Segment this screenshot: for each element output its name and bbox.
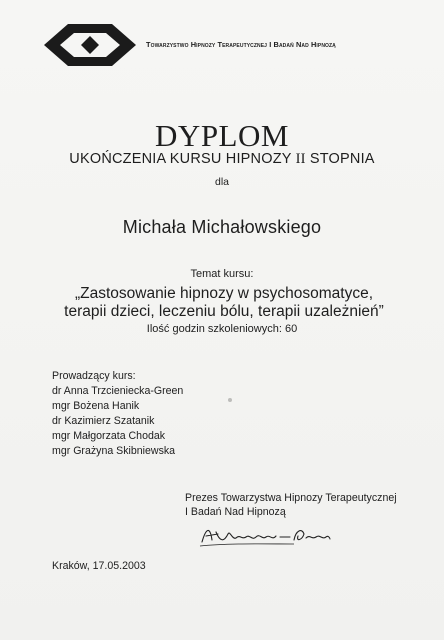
instructor-name: dr Anna Trzcieniecka-Green bbox=[52, 385, 184, 397]
place-and-date: Kraków, 17.05.2003 bbox=[52, 560, 146, 572]
for-word: dla bbox=[214, 176, 229, 188]
course-topic bbox=[54, 285, 394, 321]
instructor-name: mgr Małgorzata Chodak bbox=[52, 430, 166, 442]
subtitle-degree: II bbox=[295, 151, 306, 167]
instructor-name: mgr Grażyna Skibniewska bbox=[52, 445, 176, 457]
diploma-title: DYPLOM bbox=[155, 118, 289, 153]
president-block bbox=[185, 491, 397, 519]
instructor-name: mgr Bożena Hanik bbox=[52, 400, 140, 412]
course-topic-label: Temat kursu: bbox=[190, 268, 254, 280]
society-logo-icon bbox=[42, 22, 138, 68]
course-topic-line-1: „Zastosowanie hipnozy w psychosomatyce, bbox=[74, 285, 374, 302]
training-hours: Ilość godzin szkoleniowych: 60 bbox=[146, 323, 298, 335]
society-name: Towarzystwo Hipnozy Terapeutycznej I Badań Nad Hipnozą bbox=[146, 40, 336, 49]
course-topic-line-2: terapii dzieci, leczeniu bólu, terapii uzależnień” bbox=[64, 303, 384, 320]
paper-smudge bbox=[228, 398, 232, 402]
diploma-subtitle bbox=[0, 151, 444, 168]
president-title-line-1: Prezes Towarzystwa Hipnozy Terapeutycznej bbox=[185, 492, 397, 504]
subtitle-part-3: STOPNIA bbox=[305, 151, 375, 167]
recipient-name: Michała Michałowskiego bbox=[122, 217, 322, 237]
instructors-label: Prowadzący kurs: bbox=[52, 370, 136, 382]
president-signature bbox=[198, 522, 332, 550]
subtitle-part-1: UKOŃCZENIA KURSU HIPNOZY bbox=[69, 151, 296, 167]
instructors-block bbox=[52, 369, 183, 459]
instructor-name: dr Kazimierz Szatanik bbox=[52, 415, 155, 427]
president-title-line-2: I Badań Nad Hipnozą bbox=[185, 506, 286, 518]
